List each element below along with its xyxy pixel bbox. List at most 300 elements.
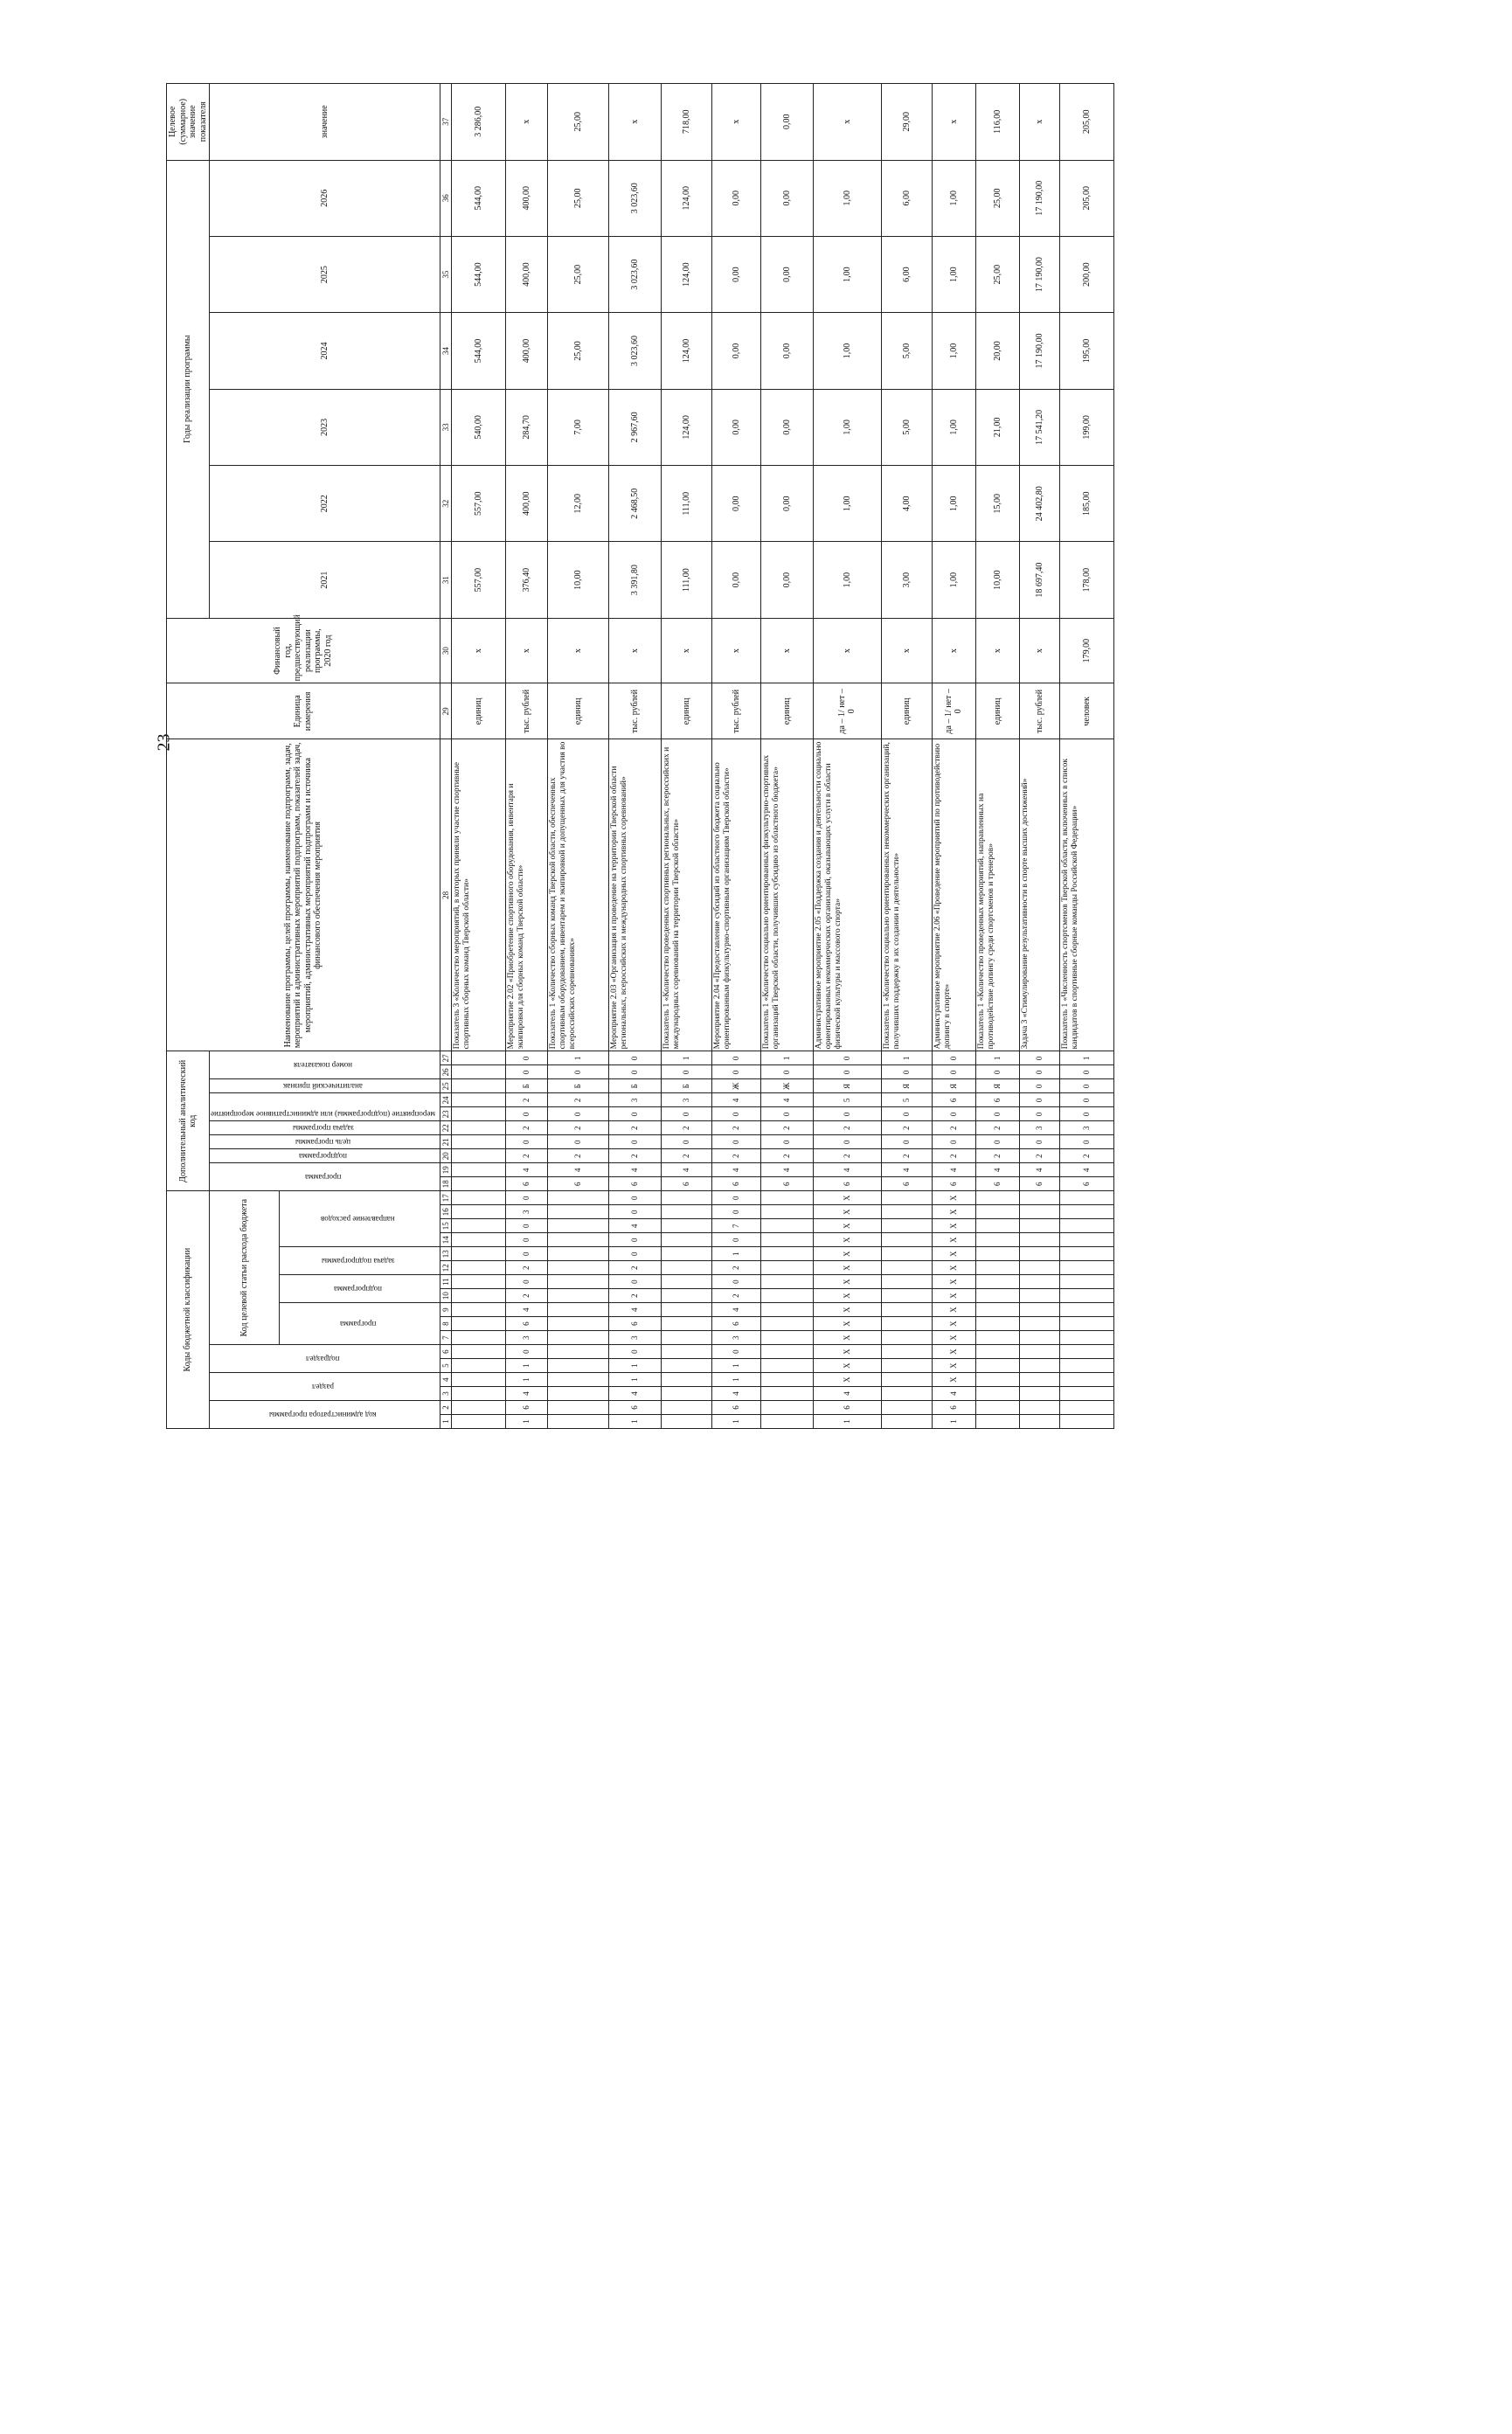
column-number: 37	[440, 84, 451, 161]
code-cell	[760, 1331, 813, 1345]
extra-code-cell: 2	[975, 1121, 1019, 1135]
row-unit: единиц	[547, 683, 608, 739]
row-name: Административное мероприятие 2.06 «Проведение мероприятий по противодействию допингу в спорте»	[932, 739, 975, 1051]
year-value: 1,00	[813, 160, 881, 236]
extra-code-cell: 0	[813, 1051, 881, 1065]
column-number: 5	[440, 1359, 451, 1373]
code-cell: 0	[711, 1345, 760, 1359]
code-cell	[1059, 1289, 1113, 1303]
year-value: 0,00	[711, 160, 760, 236]
code-cell	[547, 1359, 608, 1373]
code-cell: 0	[608, 1345, 661, 1359]
extra-code-cell: 0	[1059, 1135, 1113, 1149]
rotated-sheet	[166, 83, 1171, 1429]
column-number-row	[440, 84, 451, 1429]
extra-code-cell: 6	[932, 1093, 975, 1107]
code-cell: X	[813, 1359, 881, 1373]
year-value: 1,00	[813, 313, 881, 389]
code-cell	[1059, 1317, 1113, 1331]
code-cell	[1059, 1191, 1113, 1205]
row-name: Показатель 1 «Количество социально ориентированных некоммерческих организаций, получивших поддержку в их создании и деятельности»	[881, 739, 932, 1051]
code-cell	[661, 1261, 711, 1275]
extra-code-cell: 0	[881, 1065, 932, 1079]
code-cell: 1	[608, 1359, 661, 1373]
code-cell	[1019, 1387, 1059, 1401]
extra-code-cell: 1	[547, 1051, 608, 1065]
code-cell: 4	[608, 1303, 661, 1317]
row-unit: тыс. рублей	[711, 683, 760, 739]
code-cell: X	[813, 1205, 881, 1219]
row-name: Административное мероприятие 2.05 «Поддержка создания и деятельности социально ориентированных некоммерческих организаций, оказывающих услуги в области физической культуры и массового спорта»	[813, 739, 881, 1051]
code-cell	[881, 1261, 932, 1275]
extra-code-cell: 3	[1059, 1121, 1113, 1135]
code-cell	[547, 1191, 608, 1205]
row-total: 29,00	[881, 84, 932, 161]
code-cell	[451, 1205, 505, 1219]
code-cell	[661, 1219, 711, 1233]
extra-code-cell: 4	[661, 1163, 711, 1177]
year-value: 25,00	[975, 236, 1019, 312]
extra-code-cell: 2	[1059, 1149, 1113, 1163]
extra-code-cell: 0	[547, 1135, 608, 1149]
extra-code-cell: 2	[547, 1093, 608, 1107]
year-value: 18 697,40	[1019, 542, 1059, 618]
extra-code-cell: 2	[932, 1121, 975, 1135]
code-cell: 0	[505, 1345, 547, 1359]
year-value: 124,00	[661, 160, 711, 236]
row-fin-year: x	[505, 618, 547, 683]
row-total: 116,00	[975, 84, 1019, 161]
extra-code-cell: 0	[881, 1135, 932, 1149]
code-cell	[661, 1359, 711, 1373]
extra-code-cell: 4	[1059, 1163, 1113, 1177]
code-cell: X	[813, 1261, 881, 1275]
row-total: x	[505, 84, 547, 161]
row-fin-year: 179,00	[1059, 618, 1113, 683]
year-value: 2 967,60	[608, 389, 661, 465]
extra-code-cell: 0	[760, 1135, 813, 1149]
hdr-section: раздел	[312, 1382, 334, 1391]
code-cell	[760, 1359, 813, 1373]
code-cell	[547, 1387, 608, 1401]
code-cell	[451, 1387, 505, 1401]
code-cell	[760, 1205, 813, 1219]
extra-code-cell: 0	[1059, 1065, 1113, 1079]
code-cell: X	[813, 1247, 881, 1261]
code-cell	[1019, 1261, 1059, 1275]
code-cell: 4	[932, 1387, 975, 1401]
year-value: 10,00	[975, 542, 1019, 618]
code-cell	[760, 1219, 813, 1233]
code-cell	[1059, 1387, 1113, 1401]
code-cell	[1059, 1345, 1113, 1359]
extra-code-cell: 0	[760, 1107, 813, 1121]
table-row	[1019, 84, 1059, 1429]
year-value: 0,00	[760, 466, 813, 542]
hdr-task: задача программы	[292, 1123, 354, 1133]
extra-code-cell: 2	[813, 1121, 881, 1135]
code-cell: 1	[608, 1415, 661, 1429]
extra-code-cell: 4	[1019, 1163, 1059, 1177]
code-cell: 1	[505, 1415, 547, 1429]
row-fin-year: x	[711, 618, 760, 683]
extra-code-cell: 3	[661, 1093, 711, 1107]
code-cell: 6	[813, 1401, 881, 1415]
code-cell: 0	[608, 1205, 661, 1219]
year-value: 6,00	[881, 160, 932, 236]
table-row	[451, 84, 505, 1429]
table-row	[1059, 84, 1113, 1429]
extra-code-cell: 0	[813, 1065, 881, 1079]
code-cell	[1019, 1317, 1059, 1331]
extra-code-cell: 0	[975, 1065, 1019, 1079]
code-cell: 3	[711, 1331, 760, 1345]
year-value: 544,00	[451, 160, 505, 236]
hdr-indicator-no: номер показателя	[294, 1061, 353, 1071]
extra-code-cell: Б	[505, 1079, 547, 1093]
extra-code-cell: 2	[608, 1149, 661, 1163]
extra-code-cell: 0	[661, 1135, 711, 1149]
extra-code-cell: 0	[1059, 1079, 1113, 1093]
code-cell	[661, 1191, 711, 1205]
code-cell	[661, 1345, 711, 1359]
column-number: 23	[440, 1107, 451, 1121]
code-cell	[1059, 1233, 1113, 1247]
code-cell: 6	[711, 1401, 760, 1415]
extra-code-cell	[451, 1121, 505, 1135]
extra-code-cell: 0	[1019, 1093, 1059, 1107]
hdr-2025: 2025	[210, 236, 440, 312]
code-cell: 4	[505, 1303, 547, 1317]
year-value: 195,00	[1059, 313, 1113, 389]
year-value: 540,00	[451, 389, 505, 465]
column-number: 18	[440, 1177, 451, 1191]
row-total: x	[711, 84, 760, 161]
extra-code-cell: 0	[975, 1107, 1019, 1121]
year-value: 557,00	[451, 542, 505, 618]
extra-code-cell: Б	[608, 1079, 661, 1093]
year-value: 1,00	[932, 542, 975, 618]
column-number: 3	[440, 1387, 451, 1401]
code-cell	[547, 1205, 608, 1219]
column-number: 2	[440, 1401, 451, 1415]
column-number: 8	[440, 1317, 451, 1331]
hdr-value: значение	[210, 84, 440, 161]
year-value: 3 391,80	[608, 542, 661, 618]
code-cell	[1059, 1401, 1113, 1415]
code-cell	[881, 1247, 932, 1261]
code-cell: 3	[505, 1331, 547, 1345]
code-cell	[975, 1331, 1019, 1345]
extra-code-cell: 0	[505, 1135, 547, 1149]
column-number: 34	[440, 313, 451, 389]
code-cell	[451, 1401, 505, 1415]
year-value: 3,00	[881, 542, 932, 618]
code-cell	[547, 1261, 608, 1275]
hdr-2022: 2022	[210, 466, 440, 542]
page-number: 23	[154, 733, 174, 752]
year-value: 5,00	[881, 389, 932, 465]
year-value: 0,00	[760, 389, 813, 465]
column-number: 17	[440, 1191, 451, 1205]
code-cell	[975, 1359, 1019, 1373]
code-cell: X	[932, 1331, 975, 1345]
code-cell: 7	[711, 1219, 760, 1233]
extra-code-cell: 6	[661, 1177, 711, 1191]
code-cell	[547, 1247, 608, 1261]
row-total: 205,00	[1059, 84, 1113, 161]
code-cell	[881, 1303, 932, 1317]
year-value: 124,00	[661, 313, 711, 389]
row-unit: единиц	[975, 683, 1019, 739]
code-cell	[881, 1387, 932, 1401]
extra-code-cell: 4	[711, 1163, 760, 1177]
code-cell	[661, 1415, 711, 1429]
extra-code-cell: Б	[547, 1079, 608, 1093]
extra-code-cell: 2	[932, 1149, 975, 1163]
code-cell: 1	[711, 1247, 760, 1261]
extra-code-cell: Ж	[760, 1079, 813, 1093]
table-row	[547, 84, 608, 1429]
extra-code-cell	[451, 1079, 505, 1093]
extra-code-cell: 0	[547, 1107, 608, 1121]
table-row	[881, 84, 932, 1429]
extra-code-cell: 0	[711, 1107, 760, 1121]
column-number: 24	[440, 1093, 451, 1107]
column-number: 22	[440, 1121, 451, 1135]
code-cell	[451, 1317, 505, 1331]
table-row	[505, 84, 547, 1429]
code-cell: 0	[711, 1233, 760, 1247]
code-cell: 3	[608, 1331, 661, 1345]
code-cell: 1	[608, 1373, 661, 1387]
code-cell	[661, 1373, 711, 1387]
row-fin-year: x	[547, 618, 608, 683]
table-row	[975, 84, 1019, 1429]
program-table	[166, 83, 1114, 1429]
year-value: 0,00	[760, 542, 813, 618]
code-cell: 1	[505, 1373, 547, 1387]
code-cell: 0	[711, 1191, 760, 1205]
year-value: 124,00	[661, 236, 711, 312]
year-value: 544,00	[451, 313, 505, 389]
row-fin-year: x	[760, 618, 813, 683]
code-cell	[661, 1317, 711, 1331]
year-value: 1,00	[813, 466, 881, 542]
hdr-2026: 2026	[210, 160, 440, 236]
code-cell: 1	[932, 1415, 975, 1429]
code-cell: 0	[608, 1247, 661, 1261]
code-cell: 4	[505, 1387, 547, 1401]
year-value: 0,00	[760, 313, 813, 389]
code-cell	[760, 1289, 813, 1303]
code-cell	[1019, 1401, 1059, 1415]
column-number: 6	[440, 1345, 451, 1359]
code-cell	[1059, 1373, 1113, 1387]
code-cell	[1059, 1415, 1113, 1429]
extra-code-cell: 0	[608, 1107, 661, 1121]
code-cell	[975, 1303, 1019, 1317]
code-cell: 2	[711, 1261, 760, 1275]
code-cell	[1019, 1219, 1059, 1233]
extra-code-cell	[451, 1149, 505, 1163]
code-cell	[760, 1317, 813, 1331]
code-cell	[975, 1373, 1019, 1387]
code-cell: 2	[505, 1261, 547, 1275]
code-cell	[451, 1289, 505, 1303]
extra-code-cell: 6	[975, 1177, 1019, 1191]
year-value: 178,00	[1059, 542, 1113, 618]
extra-code-cell: 0	[1019, 1051, 1059, 1065]
extra-code-cell: 2	[881, 1149, 932, 1163]
row-name: Показатель 1 «Количество социально ориентированных физкультурно-спортивных организаций Тверской области, получивших субсидию из областного бюджета»	[760, 739, 813, 1051]
code-cell	[661, 1387, 711, 1401]
extra-code-cell: 6	[975, 1093, 1019, 1107]
extra-code-cell	[451, 1163, 505, 1177]
year-value: 376,40	[505, 542, 547, 618]
extra-code-cell: 0	[1059, 1107, 1113, 1121]
extra-code-cell: 6	[1019, 1177, 1059, 1191]
extra-code-cell: 2	[813, 1149, 881, 1163]
year-value: 1,00	[932, 313, 975, 389]
row-unit: единиц	[881, 683, 932, 739]
column-number: 29	[440, 683, 451, 739]
row-total: x	[608, 84, 661, 161]
hdr-goal: цель программы	[295, 1137, 351, 1147]
code-cell	[975, 1219, 1019, 1233]
row-unit: тыс. рублей	[1019, 683, 1059, 739]
code-cell	[881, 1233, 932, 1247]
code-cell: 4	[813, 1387, 881, 1401]
extra-code-cell: 6	[932, 1177, 975, 1191]
column-number: 21	[440, 1135, 451, 1149]
code-cell	[760, 1247, 813, 1261]
code-cell	[1059, 1303, 1113, 1317]
year-value: 6,00	[881, 236, 932, 312]
code-cell	[881, 1373, 932, 1387]
extra-code-cell: 0	[505, 1065, 547, 1079]
year-value: 1,00	[813, 236, 881, 312]
code-cell	[1019, 1191, 1059, 1205]
year-value: 124,00	[661, 389, 711, 465]
extra-code-cell: 2	[505, 1121, 547, 1135]
year-value: 400,00	[505, 236, 547, 312]
row-total: x	[1019, 84, 1059, 161]
year-value: 25,00	[547, 313, 608, 389]
code-cell: 4	[608, 1219, 661, 1233]
year-value: 10,00	[547, 542, 608, 618]
extra-code-cell: 0	[711, 1065, 760, 1079]
extra-code-cell: 4	[760, 1093, 813, 1107]
year-value: 199,00	[1059, 389, 1113, 465]
code-cell: X	[813, 1275, 881, 1289]
column-number: 33	[440, 389, 451, 465]
code-cell: 6	[932, 1401, 975, 1415]
code-cell: 4	[608, 1387, 661, 1401]
extra-code-cell: Я	[881, 1079, 932, 1093]
extra-code-cell: Я	[932, 1079, 975, 1093]
column-number: 13	[440, 1247, 451, 1261]
extra-code-cell: 6	[608, 1177, 661, 1191]
code-cell	[881, 1401, 932, 1415]
row-unit: да – 1/ нет – 0	[813, 683, 881, 739]
extra-code-cell: 0	[711, 1135, 760, 1149]
code-cell	[1019, 1373, 1059, 1387]
table-row	[661, 84, 711, 1429]
column-number: 35	[440, 236, 451, 312]
code-cell: 0	[505, 1191, 547, 1205]
row-name: Показатель 1 «Количество сборных команд Тверской области, обеспеченных спортивным оборудованием, инвентарем и экипировкой и допущенных для участия во всероссийских соревнованиях»	[547, 739, 608, 1051]
year-value: 1,00	[813, 542, 881, 618]
year-value: 0,00	[711, 236, 760, 312]
hdr-program-extra: программа	[304, 1172, 342, 1182]
extra-code-cell: 0	[1019, 1107, 1059, 1121]
extra-code-cell: 3	[608, 1093, 661, 1107]
year-value: 0,00	[711, 466, 760, 542]
extra-code-cell: 1	[975, 1051, 1019, 1065]
code-cell	[661, 1233, 711, 1247]
row-unit: человек	[1059, 683, 1113, 739]
column-number: 11	[440, 1275, 451, 1289]
code-cell	[1019, 1233, 1059, 1247]
year-value: 400,00	[505, 313, 547, 389]
hdr-unit: Единица измерения	[167, 683, 440, 739]
extra-code-cell: 5	[881, 1093, 932, 1107]
row-name: Мероприятие 2.02 «Приобретение спортивного оборудования, инвентаря и экипировки для сборных команд Тверской области»	[505, 739, 547, 1051]
year-value: 111,00	[661, 466, 711, 542]
code-cell	[881, 1275, 932, 1289]
extra-code-cell: 0	[932, 1135, 975, 1149]
code-cell: X	[813, 1373, 881, 1387]
extra-code-cell	[451, 1051, 505, 1065]
code-cell	[760, 1233, 813, 1247]
year-value: 12,00	[547, 466, 608, 542]
row-name: Показатель 3 «Количество мероприятий, в которых приняли участие спортивные спортивных сборных команд Тверской области»	[451, 739, 505, 1051]
extra-code-cell: 2	[547, 1121, 608, 1135]
code-cell	[451, 1331, 505, 1345]
row-unit: тыс. рублей	[608, 683, 661, 739]
code-cell: 3	[505, 1205, 547, 1219]
code-cell	[760, 1261, 813, 1275]
year-value: 1,00	[813, 389, 881, 465]
code-cell	[451, 1275, 505, 1289]
year-value: 400,00	[505, 466, 547, 542]
year-value: 1,00	[932, 236, 975, 312]
extra-code-cell	[451, 1177, 505, 1191]
extra-code-cell: 0	[661, 1065, 711, 1079]
code-cell	[975, 1233, 1019, 1247]
year-value: 25,00	[547, 236, 608, 312]
hdr-task-subprogram: задача подпрограммы	[321, 1256, 395, 1266]
extra-code-cell: Я	[813, 1079, 881, 1093]
extra-code-cell: 2	[505, 1093, 547, 1107]
code-cell	[547, 1331, 608, 1345]
code-cell	[1059, 1205, 1113, 1219]
column-number: 15	[440, 1219, 451, 1233]
column-number: 12	[440, 1261, 451, 1275]
extra-code-cell: 1	[760, 1051, 813, 1065]
code-cell	[661, 1205, 711, 1219]
code-cell	[451, 1359, 505, 1373]
year-value: 544,00	[451, 236, 505, 312]
hdr-analytic: аналитический признак	[283, 1082, 363, 1092]
row-unit: единиц	[760, 683, 813, 739]
code-cell	[451, 1261, 505, 1275]
code-cell: 0	[608, 1191, 661, 1205]
row-total: x	[813, 84, 881, 161]
extra-code-cell: 6	[547, 1177, 608, 1191]
extra-code-cell: 0	[608, 1065, 661, 1079]
